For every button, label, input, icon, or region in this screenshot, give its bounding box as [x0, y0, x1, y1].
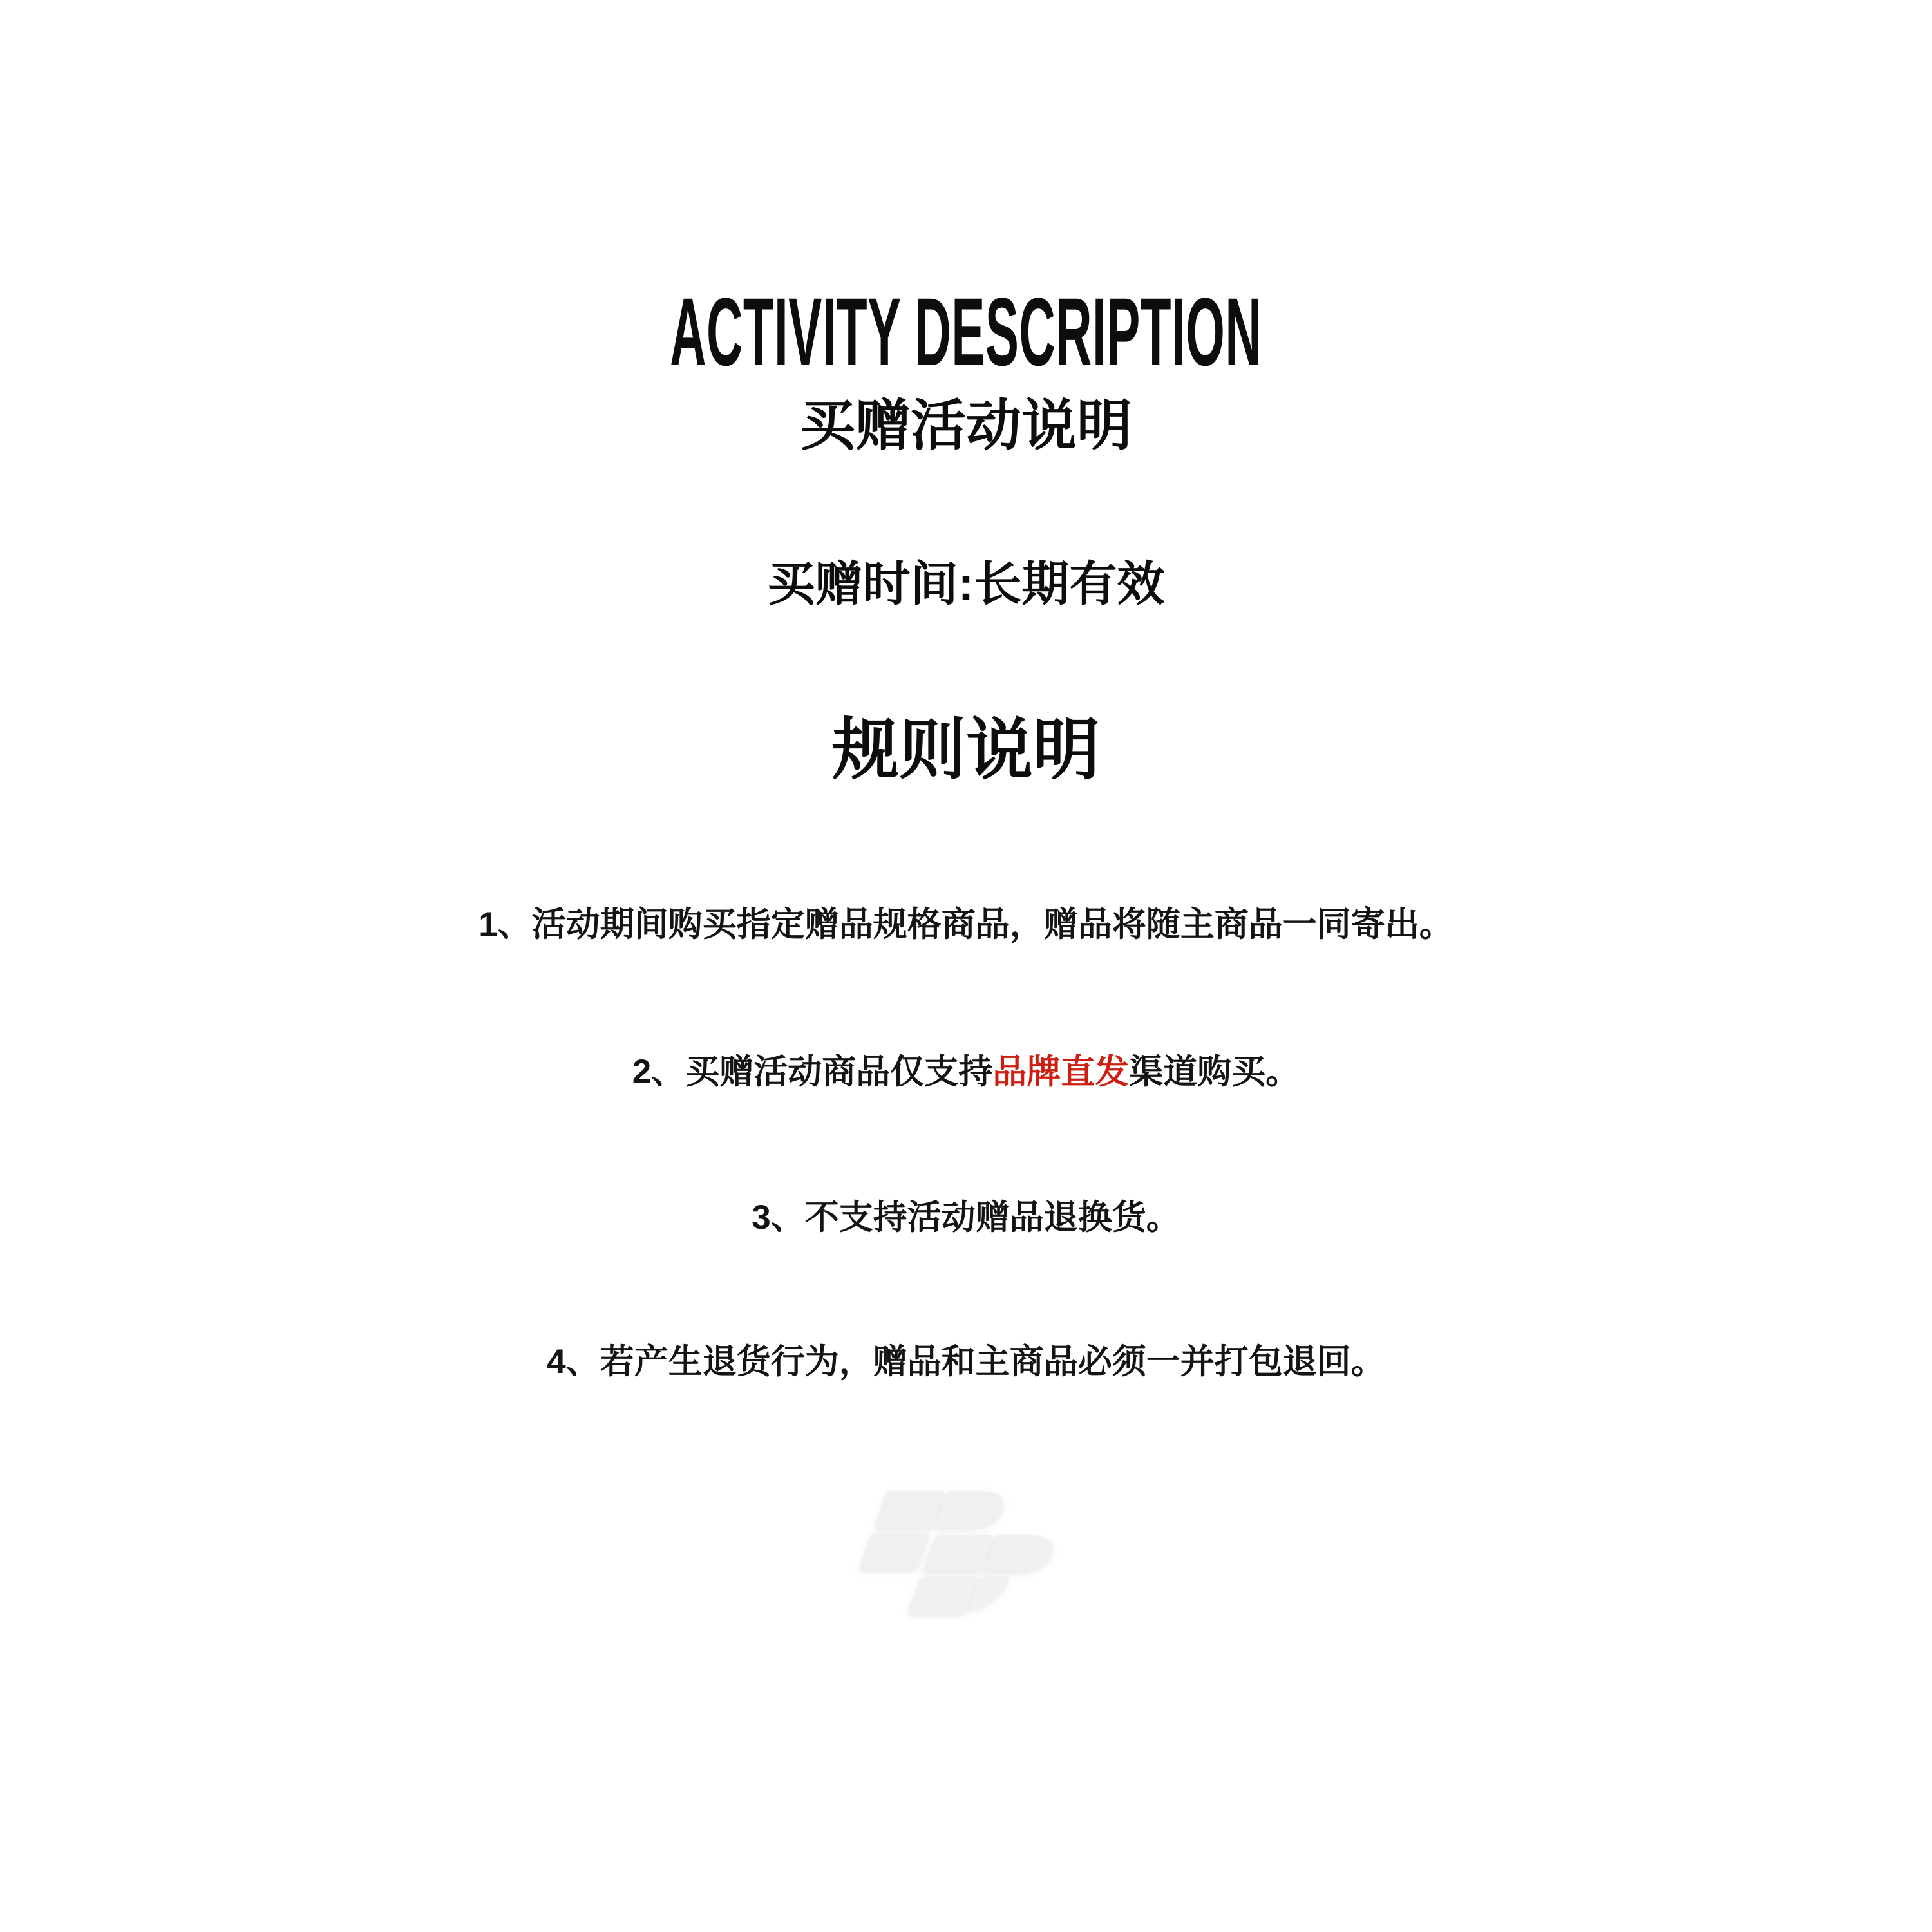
rule-item-2 — [0, 1045, 1932, 1094]
page-title-english-text: ACTIVITY DESCRIPTION — [670, 278, 1262, 386]
rule-item-1-text: 1、活动期间购买指定赠品规格商品，赠品将随主商品一同寄出。 — [478, 905, 1454, 943]
rule-item-2-text-before: 2、买赠活动商品仅支持 — [632, 1053, 993, 1091]
rule-item-2-text-after: 渠道购买。 — [1129, 1053, 1300, 1091]
rule-item-1 — [0, 897, 1932, 946]
rule-item-2-highlight: 品牌直发 — [992, 1053, 1130, 1091]
watermark-flag-b — [907, 1535, 1058, 1614]
rule-item-4 — [0, 1334, 1932, 1383]
rules-heading: 规则说明 — [831, 713, 1100, 788]
rule-item-3-text: 3、不支持活动赠品退换货。 — [752, 1198, 1180, 1236]
rule-item-4-text: 4、若产生退货行为，赠品和主商品必须一并打包退回。 — [547, 1343, 1385, 1381]
promo-period-text: 买赠时间:长期有效 — [767, 557, 1165, 611]
brand-watermark-icon — [850, 1481, 1082, 1639]
page-title-chinese: 买赠活动说明 — [800, 395, 1132, 457]
rule-item-3 — [0, 1190, 1932, 1239]
brand-watermark-svg — [850, 1481, 1082, 1639]
page-title-english — [0, 278, 1932, 386]
